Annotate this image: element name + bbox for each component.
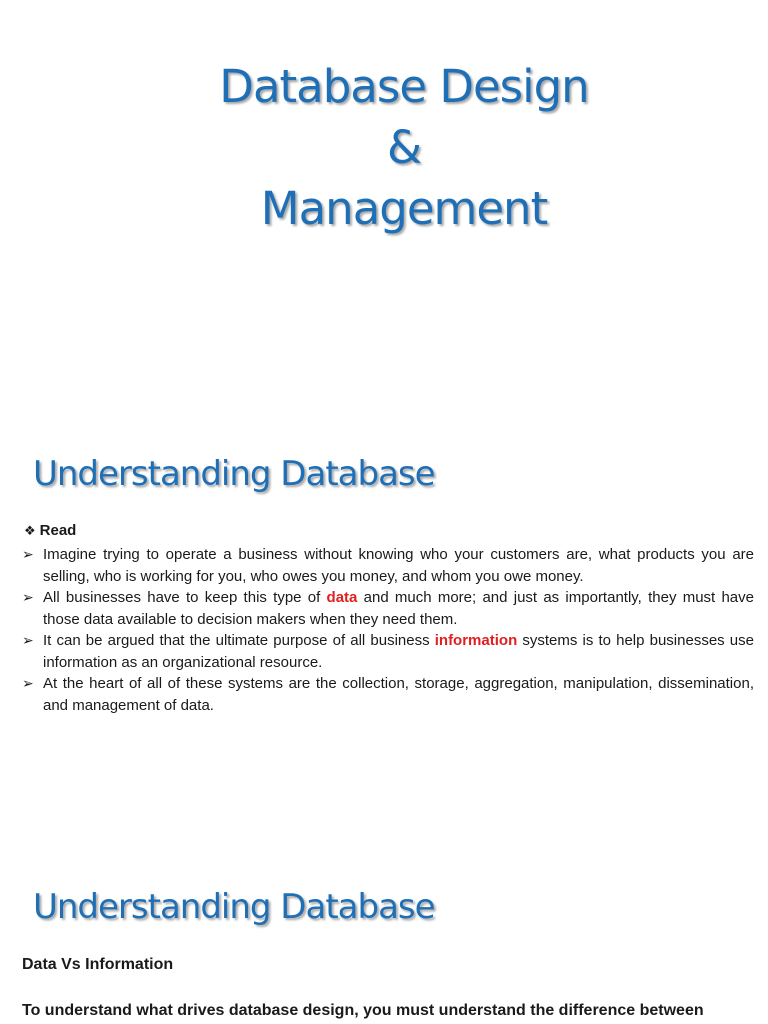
section-heading-understanding-database-2: Understanding Database [33, 887, 435, 927]
arrow-bullet-icon: ➢ [22, 675, 34, 691]
arrow-bullet-icon: ➢ [22, 632, 34, 648]
bullet-item [22, 544, 754, 587]
arrow-bullet-icon: ➢ [22, 546, 34, 562]
title-line-3: Management [260, 182, 548, 235]
highlight-word-information: information [434, 632, 518, 649]
title-line-2: & [386, 121, 422, 174]
bullet-text-after: systems is to help businesses use information as an organizational resource. [43, 632, 754, 671]
bullet-item [22, 630, 754, 673]
read-label-line [24, 521, 76, 541]
bullet-text-before: It can be argued that the ultimate purpose of all business [43, 632, 435, 649]
document-title [0, 56, 768, 239]
bullet-text-before: All businesses have to keep this type of [43, 589, 327, 606]
bullet-text: At the heart of all of these systems are the collection, storage, aggregation, manipulation, dissemination, and management of data. [43, 675, 754, 714]
intro-paragraph: To understand what drives database design, you must understand the difference between [22, 1002, 704, 1019]
read-label: Read [39, 522, 77, 539]
highlight-word-data: data [326, 589, 358, 606]
arrow-bullet-icon: ➢ [22, 589, 34, 605]
section-heading-understanding-database: Understanding Database [33, 454, 435, 494]
title-line-1: Database Design [219, 60, 589, 113]
bullet-item [22, 587, 754, 630]
bullet-text: Imagine trying to operate a business without knowing who your customers are, what products you are selling, who is working for you, who owes you money, and whom you owe money. [43, 546, 754, 585]
subheading-data-vs-information: Data Vs Information [22, 956, 174, 973]
bullet-item [22, 673, 754, 716]
bullet-text-after: and much more; and just as importantly, they must have those data available to decision makers when they need them. [43, 589, 754, 628]
diamond-bullet-icon: ❖ [24, 523, 36, 538]
bullet-list [22, 544, 754, 716]
